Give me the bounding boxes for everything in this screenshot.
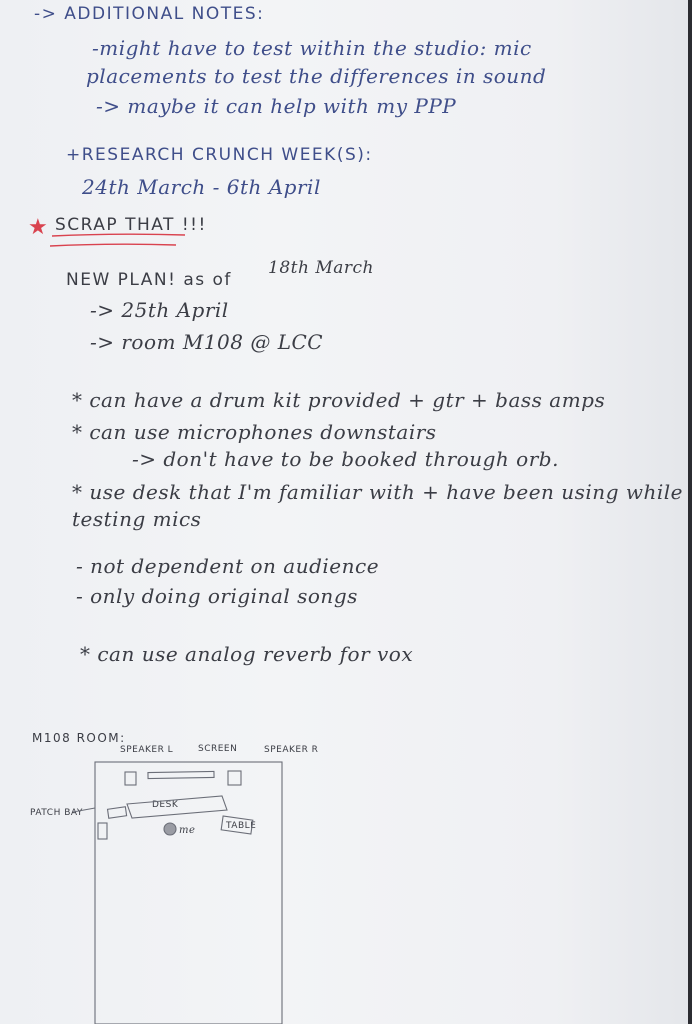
speaker-l-box — [125, 772, 136, 785]
speaker-r-label: SPEAKER R — [264, 745, 319, 755]
table-label: TABLE — [226, 821, 257, 831]
new-plan-heading: NEW PLAN! as of — [66, 270, 232, 290]
plan-room: -> room M108 @ LCC — [90, 330, 324, 354]
additional-notes-heading: -> ADDITIONAL NOTES: — [34, 4, 265, 24]
studio-note-line-3: -> maybe it can help with my PPP — [96, 94, 457, 118]
note-audience: - not dependent on audience — [76, 554, 380, 578]
note-analog-reverb: * can use analog reverb for vox — [80, 642, 414, 666]
note-original-songs: - only doing original songs — [76, 584, 358, 608]
note-drum-kit: * can have a drum kit provided + gtr + bass amps — [72, 388, 606, 412]
me-label: me — [179, 825, 196, 836]
scrap-underline — [52, 234, 185, 236]
note-desk-line-1: * use desk that I'm familiar with + have been using while — [72, 480, 683, 504]
desk-label: DESK — [152, 800, 179, 810]
screen-box — [148, 771, 214, 778]
scrap-underline-2 — [50, 244, 176, 246]
patch-bay-label: PATCH BAY — [30, 808, 83, 818]
side-rack-box — [98, 823, 107, 839]
note-microphones-sub: -> don't have to be booked through orb. — [132, 447, 559, 471]
research-dates: 24th March - 6th April — [82, 175, 321, 199]
research-heading: +RESEARCH CRUNCH WEEK(S): — [66, 145, 373, 165]
patch-bay-arrow — [73, 808, 95, 812]
star-icon: ★ — [28, 215, 49, 240]
patch-bay-box — [108, 807, 127, 818]
table-box — [221, 816, 253, 834]
plan-date-april: -> 25th April — [90, 298, 229, 322]
note-desk-line-2: testing mics — [72, 507, 202, 531]
studio-note-line-2: placements to test the differences in sound — [86, 64, 547, 88]
speaker-l-label: SPEAKER L — [120, 745, 174, 755]
speaker-r-box — [228, 771, 241, 785]
scrap-that-heading: SCRAP THAT !!! — [55, 215, 207, 235]
note-microphones: * can use microphones downstairs — [72, 420, 437, 444]
diagram-title: M108 ROOM: — [32, 731, 126, 745]
screen-label: SCREEN — [198, 744, 238, 754]
desk-box — [127, 796, 227, 818]
studio-note-line-1: -might have to test within the studio: mic — [92, 36, 532, 60]
me-circle — [164, 823, 176, 835]
new-plan-date: 18th March — [268, 258, 374, 278]
room-outline — [95, 762, 282, 1024]
